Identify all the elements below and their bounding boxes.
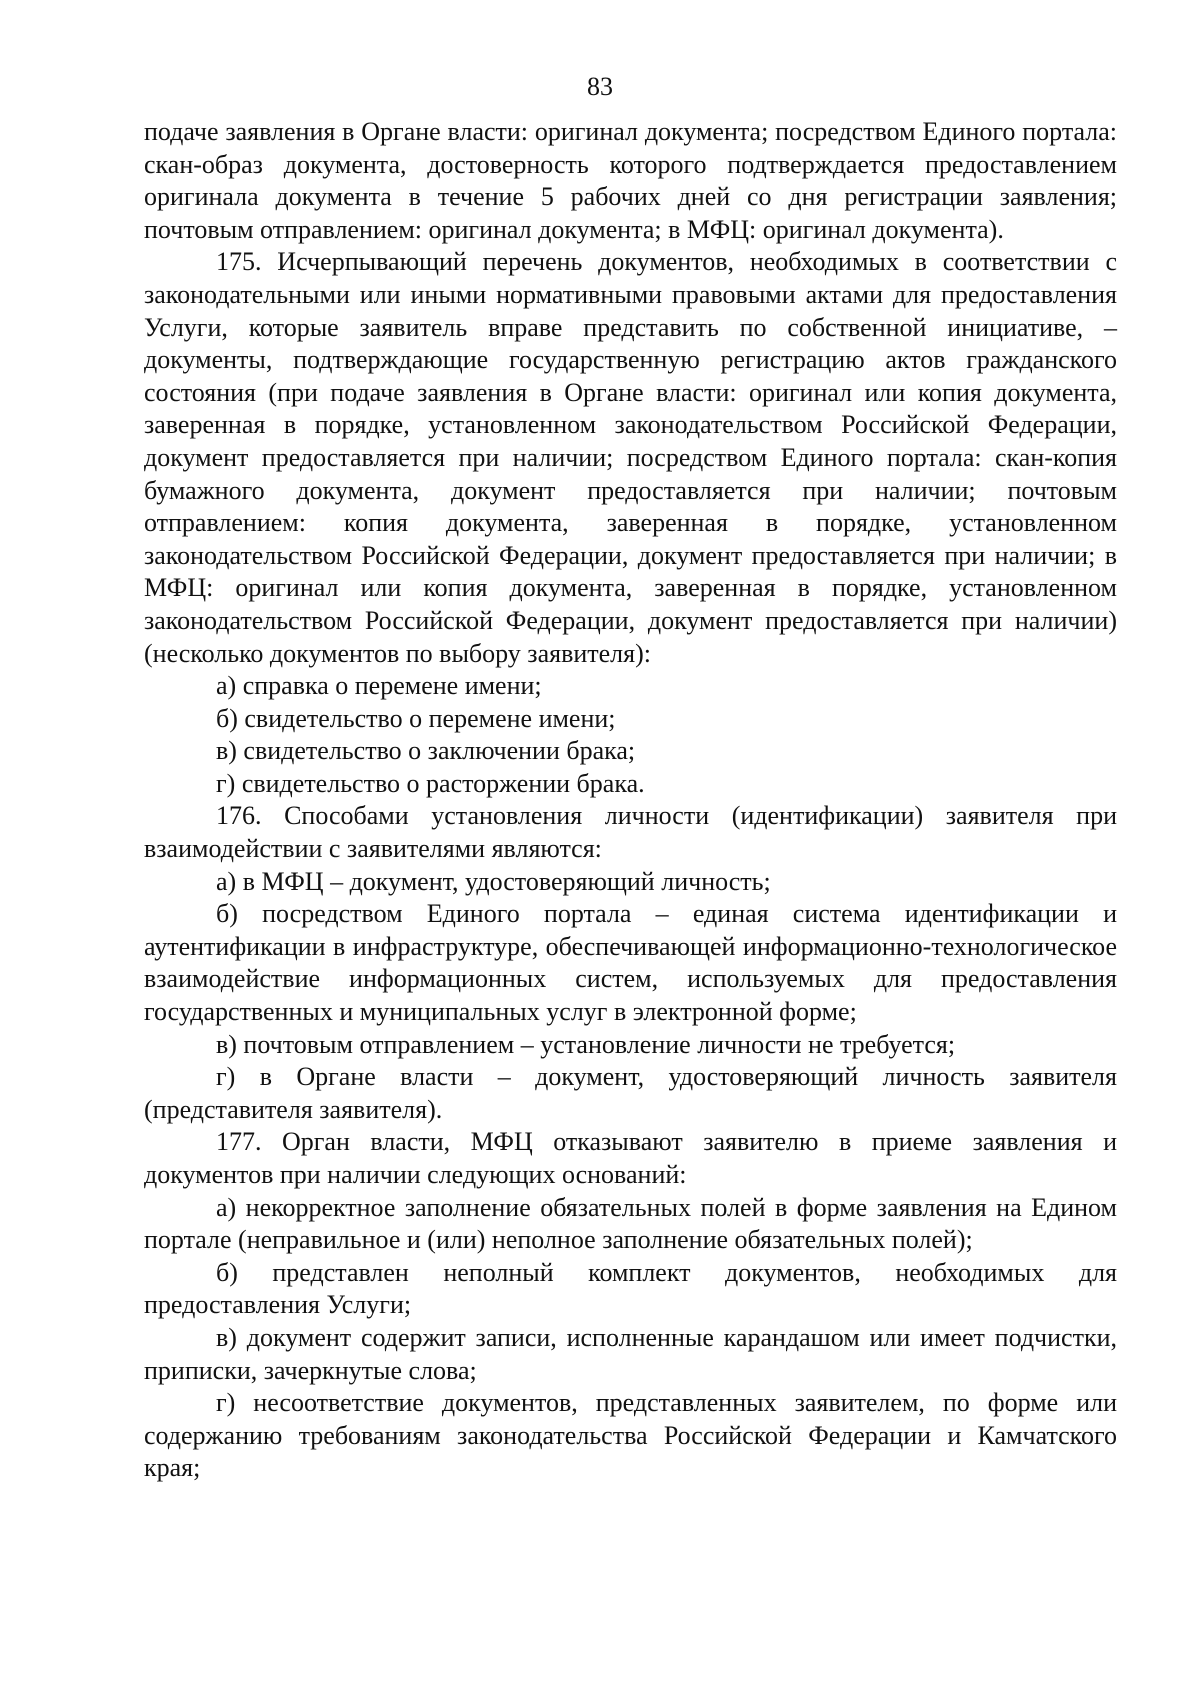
page-number: 83 (587, 72, 613, 101)
list-item-176-v: в) почтовым отправлением – установление личности не требуется; (216, 1029, 956, 1059)
list-item-175-v: в) свидетельство о заключении брака; (216, 736, 636, 766)
list-item-177-g: г) несоответствие документов, представленных заявителем, по форме или содержанию требованиям законодательства Российской Федерации и Камчатского края; (144, 1388, 1117, 1483)
list-item-175-g: г) свидетельство о расторжении брака. (216, 768, 645, 798)
list-item-176-b: б) посредством Единого портала – единая система идентификации и аутентификации в инфраструктуре, обеспечивающей информационно-технологическое взаимодействие информационных систем, используемых для предоставления государственных и муниципальных услуг в электронной форме; (144, 899, 1117, 1027)
list-item-177-b: б) представлен неполный комплект документов, необходимых для предоставления Услуги; (144, 1257, 1117, 1320)
list-item-176-g: г) в Органе власти – документ, удостоверяющий личность заявителя (представителя заявителя). (144, 1062, 1117, 1124)
list-item-176-a: а) в МФЦ – документ, удостоверяющий личность; (216, 866, 771, 896)
list-item-175-b: б) свидетельство о перемене имени; (216, 703, 616, 733)
paragraph-176: 176. Способами установления личности (идентификации) заявителя при взаимодействии с заявителями являются: (144, 801, 1117, 864)
list-item-177-a: а) некорректное заполнение обязательных полей в форме заявления на Едином портале (неправильное и (или) неполное заполнение обязательных полей); (144, 1192, 1117, 1255)
list-item-175-a: а) справка о перемене имени; (216, 671, 542, 701)
paragraph-continuation: подаче заявления в Органе власти: оригинал документа; посредством Единого портала: скан-образ документа, достоверность которого подтверждается предоставлением оригинала документа в течение 5 рабочих дней со дня регистрации заявления; почтовым отправлением: оригинал документа; в МФЦ: оригинал документа). (144, 117, 1117, 244)
paragraph-175: 175. Исчерпывающий перечень документов, необходимых в соответствии с законодательными или иными нормативными правовыми актами для предоставления Услуги, которые заявитель вправе представить по собственной инициативе, – документы, подтверждающие государственную регистрацию актов гражданского состояния (при подаче заявления в Органе власти: оригинал или копия документа, заверенная в порядке, установленном законодательством Российской Федерации, документ предоставляется при наличии; посредством Единого портала: скан-копия бумажного документа, документ предоставляется при наличии; почтовым отправлением: копия документа, заверенная в порядке, установленном законодательством Российской Федерации, документ предоставляется при наличии; в МФЦ: оригинал или копия документа, заверенная в порядке, установленном законодательством Российской Федерации, документ предоставляется при наличии) (несколько документов по выбору заявителя): (144, 247, 1117, 668)
paragraph-177: 177. Орган власти, МФЦ отказывают заявителю в приеме заявления и документов при наличии следующих оснований: (144, 1127, 1117, 1189)
document-body (144, 116, 1117, 1485)
list-item-177-v: в) документ содержит записи, исполненные карандашом или имеет подчистки, приписки, зачеркнутые слова; (144, 1322, 1117, 1385)
